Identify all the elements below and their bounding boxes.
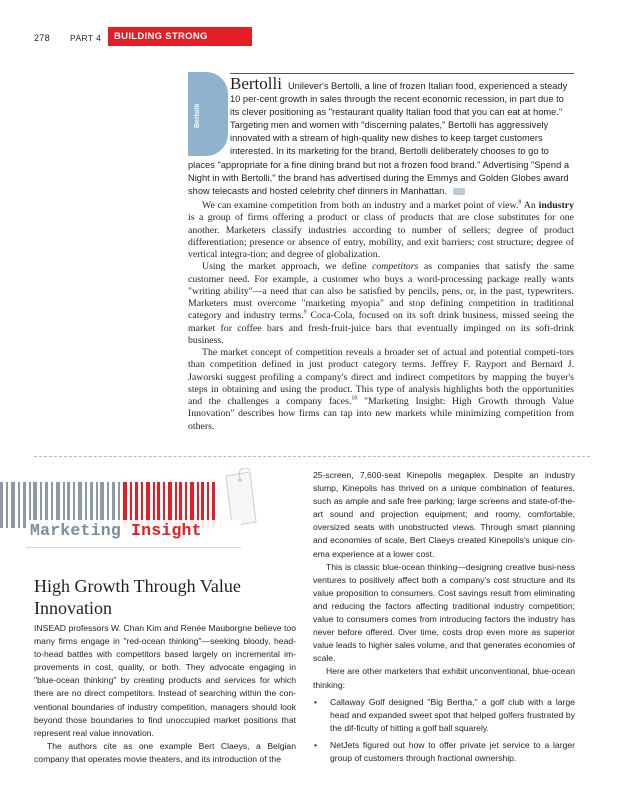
bullet-item: • NetJets figured out how to offer private jet service to a larger group of customers through fractional ownership. <box>330 739 575 765</box>
body-text-run: is a group of firms offering a product or class of products that are close substitutes for one another. Marketers classify industries according to number of sellers; degree of product differentiation; presence or absence of entry, mobility, and exit barriers; cost structure; degree of vertical integra-tion; and degree of globalization. <box>188 212 574 260</box>
insight-right-column <box>313 469 575 769</box>
body-text-run: We can examine competition from both an industry and a market point of view. <box>202 200 519 211</box>
body-text-run: as companies that satisfy the same customer need. For example, a customer who buys a word-processing package really wants "writing ability"—a need that can also be satisfied by pencils, pens, or, in the past, typewriters. Marketers must overcome "marketing myopia" and stop defining competition in traditional category and industry terms. <box>188 261 574 322</box>
body-text-run: "Marketing Insight: High Growth through Value Innovation" describes how firms can tap into new markets while minimizing competition from others. <box>188 396 574 432</box>
barcode-graphic <box>0 468 262 528</box>
body-paragraph-3 <box>188 347 574 433</box>
case-body: Unilever's Bertolli, a line of frozen Italian food, experienced a steady 10 per-cent growth in sales through the recent economic recession, in part due to its clever positioning as "restaurant quality Italian food that you can eat at home." Targeting men and women with "discerning palates," Bertolli has aggressively innovated with a stream of high-quality new dishes to keep target customers interested. In its marketing for the brand, Bertolli deliberately chooses to go to places "appropriate for a fine dining brand but not a frozen food brand." Advertising "Spend a Night in with Bertolli," the brand has advertised during the Emmys and Golden Globes award show telecasts and hosted celebrity chef dinners in Manhattan. <box>188 81 569 196</box>
footnote-ref-8[interactable]: 8 <box>518 199 522 206</box>
insight-paragraph: The authors cite as one example Bert Claeys, a Belgian company that operates movie theaters, and its introduction of the <box>34 740 296 764</box>
insight-bullet-list <box>313 696 575 765</box>
case-end-mark <box>453 188 465 195</box>
insight-title: High Growth Through Value Innovation <box>34 576 241 618</box>
part-label: PART 4 <box>70 33 102 43</box>
bullet-item: • Callaway Golf designed "Big Bertha," a golf club with a large head and expanded sweet spot that helped golfers frustrated by the dif-ficulty of hitting a golf ball squarely. <box>330 696 575 735</box>
body-paragraph-2 <box>188 261 574 347</box>
case-tab-label: Bertolli <box>194 103 201 129</box>
body-text <box>188 200 574 433</box>
insight-paragraph: INSEAD professors W. Chan Kim and Renée Mauborgne believe too many firms engage in "red-ocean thinking"—seeking bloody, head-to-head battles with competitors based largely on incremental im-provements in cost, quality, or both. They advocate engaging in "blue-ocean thinking" by creating products and services for which there are no direct competitors. Instead of searching within the con-ventional boundaries of industry competition, managers should look beyond those boundaries to find unoccupied market positions that represent real value innovation. <box>34 623 296 738</box>
insight-paragraph: Here are other marketers that exhibit unconventional, blue-ocean thinking: <box>313 666 575 690</box>
insight-paragraph: 25-screen, 7,600-seat Kinepolis megaplex. Despite an industry slump, Kinepolis has thrived on a unique combination of features, such as ample and safe free parking; large screens and state-of-the-art sound and projection equipment; and roomy, comfortable, oversized seats with unobstructed views. Through smart planning and economies of scale, Bert Claeys created Kinepolis's unique cin-ema experience at a lower cost. <box>313 470 575 559</box>
part-title-banner: BUILDING STRONG BRANDS <box>108 27 252 46</box>
case-title: Bertolli <box>230 74 282 93</box>
key-term-competitors: competitors <box>372 261 419 273</box>
body-text-run: The market concept of competition reveals a broader set of actual and potential competi-tors than competition defined in just product category terms. Jeffrey F. Rayport and Bernard J. Jaworski suggest profiling a company's direct and indirect competitors by mapping the buyer's steps in obtaining and using the product. This type of analysis highlights both the opportunities and the challenges a company faces. <box>188 347 574 407</box>
page-number: 278 <box>34 33 50 43</box>
body-paragraph-1 <box>188 200 574 261</box>
body-text-run: An <box>521 200 539 211</box>
case-tab-spacer <box>188 77 230 157</box>
key-term-industry: industry <box>538 200 574 211</box>
insight-left-column <box>34 622 296 766</box>
marketing-insight-label <box>30 521 202 540</box>
section-divider <box>34 456 590 457</box>
body-text-run: Coca-Cola, focused on its soft drink business, missed seeing the market for coffee bars and fresh-fruit-juice bars that eventually impinged on its soft-drink business. <box>188 310 574 346</box>
insight-label-word-2: Insight <box>131 521 202 540</box>
insight-paragraph: This is classic blue-ocean thinking—designing creative busi-ness ventures to positively affect both a company's cost structure and its value proposition to consumers. Cost savings result from eliminating and reducing the factors affecting traditional industry competition; value to consumers comes from introducing factors the industry has never before offered. Over time, costs drop even more as superior value leads to higher sales volume, and that generates economies of scale. <box>313 561 575 664</box>
paper-tag-graphic <box>226 468 256 526</box>
insight-label-word-1: Marketing <box>30 521 132 540</box>
body-text-run: Using the market approach, we define <box>202 261 373 273</box>
footnote-ref-10[interactable]: 10 <box>351 395 358 402</box>
case-box <box>188 74 574 198</box>
footnote-ref-9[interactable]: 9 <box>303 309 307 316</box>
